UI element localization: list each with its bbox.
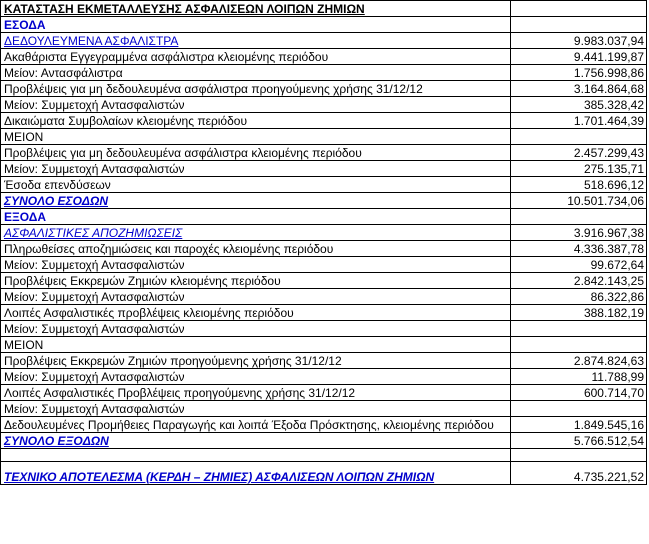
minus-label[interactable]: ΜΕΙΟΝ (1, 129, 511, 145)
row-value[interactable]: 4.336.387,78 (511, 241, 647, 257)
row-value[interactable] (511, 321, 647, 337)
table-row (1, 273, 647, 289)
empty-cell[interactable] (511, 449, 647, 462)
row-label[interactable]: Προβλέψεις Εκκρεμών Ζημιών κλειομένης περιόδου (1, 273, 511, 289)
row-value[interactable]: 388.182,19 (511, 305, 647, 321)
subtotal-row (1, 33, 647, 49)
table-row (1, 417, 647, 433)
row-value[interactable]: 1.756.998,86 (511, 65, 647, 81)
result-row (1, 462, 647, 485)
row-label[interactable]: Μείον: Συμμετοχή Αντασφαλιστών (1, 257, 511, 273)
expenses-header[interactable]: ΕΞΟΔΑ (1, 209, 511, 225)
subtotal-row (1, 225, 647, 241)
table-row (1, 257, 647, 273)
table-row (1, 353, 647, 369)
row-value[interactable]: 518.696,12 (511, 177, 647, 193)
table-row (1, 289, 647, 305)
row-value[interactable]: 99.672,64 (511, 257, 647, 273)
commissions-label[interactable]: Δεδουλευμένες Προμήθειες Παραγωγής και λοιπά Έξοδα Πρόσκτησης, κλειομένης περιόδου (1, 417, 511, 433)
row-value[interactable]: 385.328,42 (511, 97, 647, 113)
empty-cell[interactable] (511, 337, 647, 353)
sheet-title[interactable]: ΚΑΤΑΣΤΑΣΗ ΕΚΜΕΤΑΛΛΕΥΣΗΣ ΑΣΦΑΛΙΣΕΩΝ ΛΟΙΠΩΝ ΖΗΜΙΩΝ (1, 1, 511, 17)
row-label[interactable]: Μείον: Αντασφάλιστρα (1, 65, 511, 81)
row-label[interactable]: Πληρωθείσες αποζημιώσεις και παροχές κλειομένης περιόδου (1, 241, 511, 257)
claims-label[interactable]: ΑΣΦΑΛΙΣΤΙΚΕΣ ΑΠΟΖΗΜΙΩΣΕΙΣ (1, 225, 511, 241)
row-value[interactable]: 11.788,99 (511, 369, 647, 385)
row-label[interactable]: Προβλέψεις Εκκρεμών Ζημιών προηγούμενης χρήσης 31/12/12 (1, 353, 511, 369)
empty-cell[interactable] (1, 449, 511, 462)
row-label[interactable]: Μείον: Συμμετοχή Αντασφαλιστών (1, 369, 511, 385)
expenses-total-label[interactable]: ΣΥΝΟΛΟ ΕΞΟΔΩΝ (1, 433, 511, 449)
row-label[interactable]: Προβλέψεις για μη δεδουλευμένα ασφάλιστρα προηγούμενης χρήσης 31/12/12 (1, 81, 511, 97)
technical-result-value[interactable]: 4.735.221,52 (511, 462, 647, 485)
table-row (1, 81, 647, 97)
row-value[interactable]: 2.457.299,43 (511, 145, 647, 161)
row-label[interactable]: Έσοδα επενδύσεων (1, 177, 511, 193)
row-value[interactable] (511, 401, 647, 417)
income-total-value[interactable]: 10.501.734,06 (511, 193, 647, 209)
minus-label-row (1, 129, 647, 145)
table-row (1, 385, 647, 401)
table-row (1, 97, 647, 113)
minus-label[interactable]: ΜΕΙΟΝ (1, 337, 511, 353)
row-label[interactable]: Προβλέψεις για μη δεδουλευμένα ασφάλιστρα κλειομένης περιόδου (1, 145, 511, 161)
table-row (1, 49, 647, 65)
row-value[interactable]: 2.874.824,63 (511, 353, 647, 369)
row-value[interactable]: 2.842.143,25 (511, 273, 647, 289)
table-row (1, 65, 647, 81)
row-value[interactable]: 86.322,86 (511, 289, 647, 305)
row-label[interactable]: Δικαιώματα Συμβολαίων κλειομένης περιόδου (1, 113, 511, 129)
table-row (1, 241, 647, 257)
row-value[interactable]: 1.701.464,39 (511, 113, 647, 129)
total-row (1, 433, 647, 449)
title-row (1, 1, 647, 17)
earned-premiums-label[interactable]: ΔΕΔΟΥΛΕΥΜΕΝΑ ΑΣΦΑΛΙΣΤΡΑ (1, 33, 511, 49)
earned-premiums-value[interactable]: 9.983.037,94 (511, 33, 647, 49)
row-label[interactable]: Μείον: Συμμετοχή Αντασφαλιστών (1, 97, 511, 113)
blank-row (1, 449, 647, 462)
expenses-total-value[interactable]: 5.766.512,54 (511, 433, 647, 449)
row-value[interactable]: 3.164.864,68 (511, 81, 647, 97)
table-row (1, 305, 647, 321)
empty-cell[interactable] (511, 1, 647, 17)
table-row (1, 369, 647, 385)
row-label[interactable]: Μείον: Συμμετοχή Αντασφαλιστών (1, 401, 511, 417)
table-row (1, 113, 647, 129)
row-label[interactable]: Ακαθάριστα Εγγεγραμμένα ασφάλιστρα κλειομένης περιόδου (1, 49, 511, 65)
table-row (1, 145, 647, 161)
row-label[interactable]: Μείον: Συμμετοχή Αντασφαλιστών (1, 289, 511, 305)
row-label[interactable]: Μείον: Συμμετοχή Αντασφαλιστών (1, 161, 511, 177)
total-row (1, 193, 647, 209)
row-value[interactable]: 9.441.199,87 (511, 49, 647, 65)
table-row (1, 161, 647, 177)
empty-cell[interactable] (511, 17, 647, 33)
empty-cell[interactable] (511, 129, 647, 145)
section-header-row (1, 17, 647, 33)
row-value[interactable]: 600.714,70 (511, 385, 647, 401)
row-value[interactable]: 275.135,71 (511, 161, 647, 177)
claims-value[interactable]: 3.916.967,38 (511, 225, 647, 241)
row-label[interactable]: Λοιπές Ασφαλιστικές προβλέψεις κλειομένης περιόδου (1, 305, 511, 321)
table-row (1, 401, 647, 417)
income-header[interactable]: ΕΣΟΔΑ (1, 17, 511, 33)
commissions-value[interactable]: 1.849.545,16 (511, 417, 647, 433)
income-total-label[interactable]: ΣΥΝΟΛΟ ΕΣΟΔΩΝ (1, 193, 511, 209)
empty-cell[interactable] (511, 209, 647, 225)
row-label[interactable]: Λοιπές Ασφαλιστικές Προβλέψεις προηγούμενης χρήσης 31/12/12 (1, 385, 511, 401)
minus-label-row (1, 337, 647, 353)
table-row (1, 321, 647, 337)
table-row (1, 177, 647, 193)
row-label[interactable]: Μείον: Συμμετοχή Αντασφαλιστών (1, 321, 511, 337)
technical-result-label[interactable]: ΤΕΧΝΙΚΟ ΑΠΟΤΕΛΕΣΜΑ (ΚΕΡΔΗ – ΖΗΜΙΕΣ) ΑΣΦΑΛΙΣΕΩΝ ΛΟΙΠΩΝ ΖΗΜΙΩΝ (1, 462, 511, 485)
section-header-row (1, 209, 647, 225)
